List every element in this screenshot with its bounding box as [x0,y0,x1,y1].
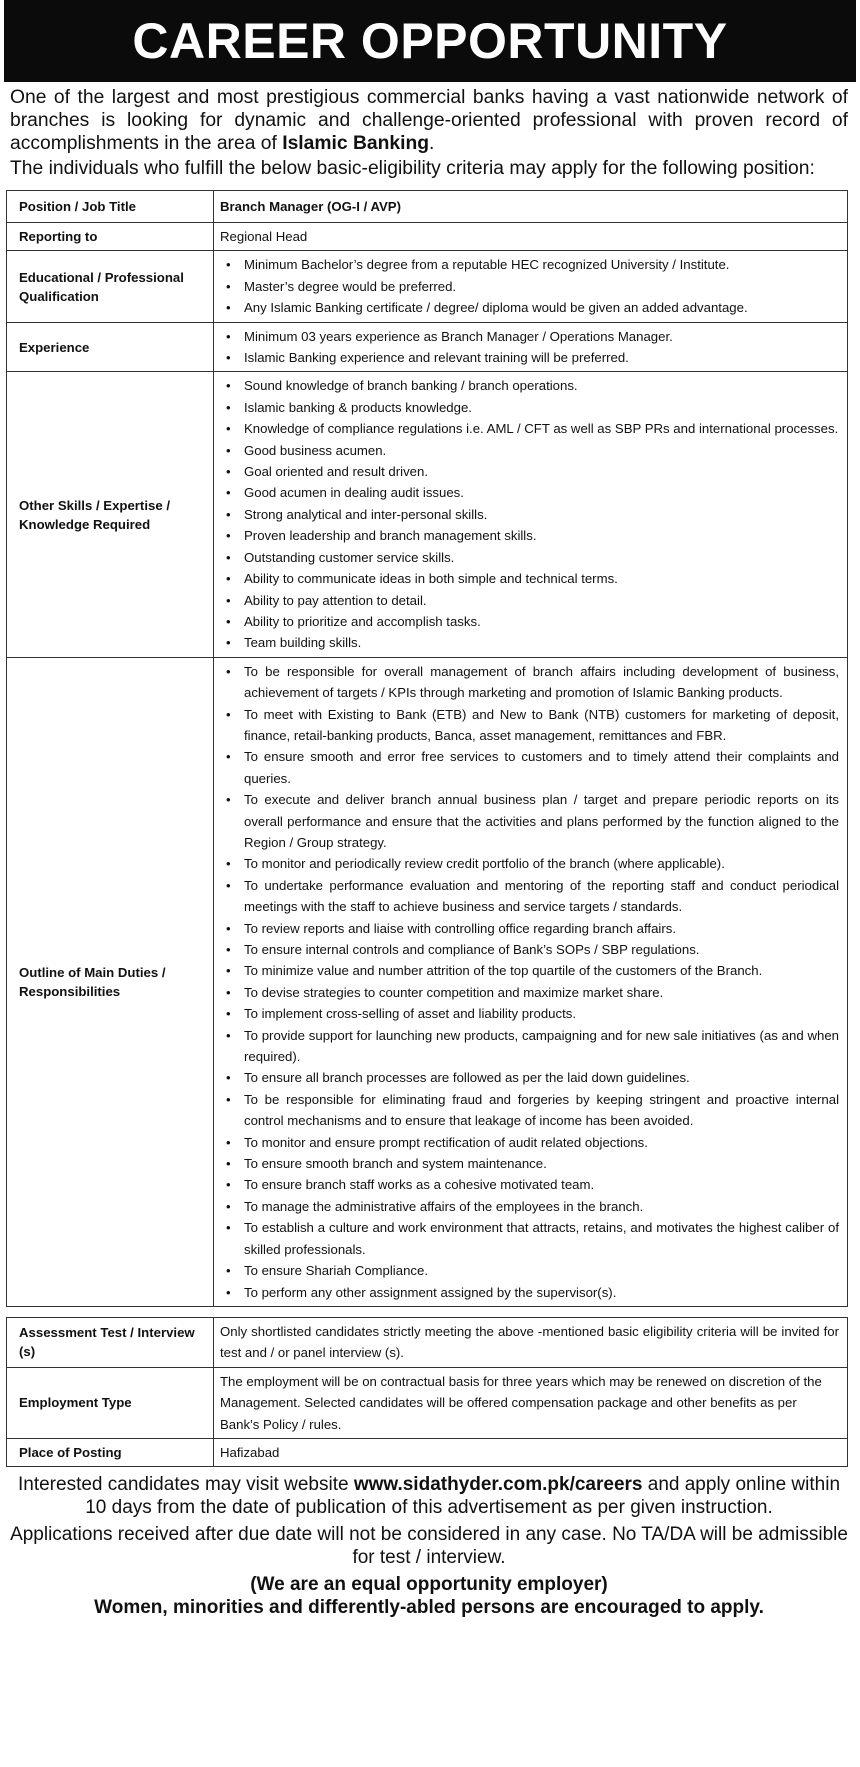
list-item: • To be responsible for eliminating fraud and forgeries by keeping stringent and proactive internal control mechanisms and to ensure that leakage of income has been avoided. [220,1089,839,1132]
intro-paragraph [10,86,848,155]
duties-list [220,661,839,1303]
posting-label: Place of Posting [7,1439,214,1467]
employment-value: The employment will be on contractual basis for three years which may be renewed on discretion of the Management. Selected candidates will be offered compensation package and other benefits as per Bank’s Policy / rules. [214,1367,848,1438]
list-item: • To be responsible for overall management of branch affairs including development of business, achievement of targets / KPIs through marketing and promotion of Islamic Banking products. [220,661,839,704]
job-details-table [6,190,848,1307]
list-item: • Team building skills. [220,632,839,653]
list-item: • To manage the administrative affairs of the employees in the branch. [220,1196,839,1217]
list-item: • Good business acumen. [220,440,839,461]
list-item: • Goal oriented and result driven. [220,461,839,482]
list-item: • Ability to pay attention to detail. [220,590,839,611]
posting-value: Hafizabad [214,1439,848,1467]
list-item: • To monitor and periodically review credit portfolio of the branch (where applicable). [220,853,839,874]
list-item: • To devise strategies to counter competition and maximize market share. [220,982,839,1003]
row-experience [7,322,848,372]
list-item: • Islamic banking & products knowledge. [220,397,839,418]
education-list [220,254,839,318]
list-item: • To minimize value and number attrition of the top quartile of the customers of the Branch. [220,960,839,981]
list-item: • Strong analytical and inter-personal skills. [220,504,839,525]
row-duties [7,657,848,1306]
list-item: • To ensure Shariah Compliance. [220,1260,839,1281]
row-assessment [7,1318,848,1368]
list-item: • Proven leadership and branch management skills. [220,525,839,546]
row-position [7,191,848,223]
list-item: • Islamic Banking experience and relevant training will be preferred. [220,347,839,368]
skills-list [220,375,839,653]
skills-value [214,372,848,657]
list-item: • To monitor and ensure prompt rectification of audit related objections. [220,1132,839,1153]
apply-instructions [10,1473,848,1519]
experience-label: Experience [7,322,214,372]
row-reporting [7,223,848,251]
list-item: • To establish a culture and work environment that attracts, retains, and motivates the highest caliber of skilled professionals. [220,1217,839,1260]
position-label: Position / Job Title [7,191,214,223]
late-notice: Applications received after due date will not be considered in any case. No TA/DA will be admissible for test / interview. [10,1524,848,1568]
assessment-label: Assessment Test / Interview (s) [7,1318,214,1368]
reporting-value: Regional Head [214,223,848,251]
list-item: • To ensure branch staff works as a cohesive motivated team. [220,1174,839,1195]
careers-link[interactable]: www.sidathyder.com.pk/careers [353,1474,643,1495]
list-item: • To undertake performance evaluation and mentoring of the reporting staff and conduct periodical meetings with the staff to achieve business and service targets / standards. [220,875,839,918]
list-item: • Ability to prioritize and accomplish tasks. [220,611,839,632]
list-item: • To meet with Existing to Bank (ETB) and New to Bank (NTB) customers for marketing of deposit, finance, retail-banking products, Banca, asset management, remittances and FBR. [220,704,839,747]
list-item: • To implement cross-selling of asset and liability products. [220,1003,839,1024]
apply-post-text: and apply online within 10 days from the date of publication of this advertisement as per given instruction. [85,1474,841,1518]
list-item: • Ability to communicate ideas in both simple and technical terms. [220,568,839,589]
assessment-value: Only shortlisted candidates strictly meeting the above -mentioned basic eligibility criteria will be invited for test and / or panel interview (s). [214,1318,848,1368]
intro-criteria: The individuals who fulfill the below basic-eligibility criteria may apply for the following position: [10,158,815,179]
employment-label: Employment Type [7,1367,214,1438]
list-item: • Any Islamic Banking certificate / degree/ diploma would be given an added advantage. [220,297,839,318]
intro-lead-text: One of the largest and most prestigious commercial banks having a vast nationwide network of branches is looking for dynamic and challenge-oriented professional with proven record of accomplishments in the area of [10,87,848,154]
education-label: Educational / Professional Qualification [7,251,214,322]
list-item: • Outstanding customer service skills. [220,547,839,568]
encourage-statement: Women, minorities and differently-abled persons are encouraged to apply. [94,1597,764,1618]
list-item: • To ensure internal controls and compliance of Bank’s SOPs / SBP regulations. [220,939,839,960]
terms-table [6,1317,848,1467]
experience-list [220,326,839,369]
education-value [214,251,848,322]
list-item: • Minimum Bachelor’s degree from a reputable HEC recognized University / Institute. [220,254,839,275]
row-posting [7,1439,848,1467]
reporting-label: Reporting to [7,223,214,251]
apply-pre-text: Interested candidates may visit website [17,1474,349,1495]
row-skills [7,372,848,657]
row-education [7,251,848,322]
position-value: Branch Manager (OG-I / AVP) [214,191,848,223]
intro-section [10,86,848,180]
list-item: • To ensure smooth and error free services to customers and to timely attend their complaints and queries. [220,746,839,789]
list-item: • To provide support for launching new products, campaigning and for new sale initiatives (as and when required). [220,1025,839,1068]
list-item: • To execute and deliver branch annual business plan / target and prepare periodic reports on its overall performance and ensure that the activities and plans performed by the function aligned to the Region / Group strategy. [220,789,839,853]
intro-lead-bold: Islamic Banking [282,133,430,154]
duties-label: Outline of Main Duties / Responsibilities [7,657,214,1306]
skills-label: Other Skills / Expertise / Knowledge Required [7,372,214,657]
list-item: • Good acumen in dealing audit issues. [220,482,839,503]
list-item: • To ensure smooth branch and system maintenance. [220,1153,839,1174]
duties-value [214,657,848,1306]
pid-code [0,1640,14,1760]
list-item: • To perform any other assignment assigned by the supervisor(s). [220,1282,839,1303]
list-item: • Sound knowledge of branch banking / branch operations. [220,375,839,396]
list-item: • Master’s degree would be preferred. [220,276,839,297]
list-item: • To review reports and liaise with controlling office regarding branch affairs. [220,918,839,939]
page-title: CAREER OPPORTUNITY [4,0,856,82]
intro-lead-end: . [429,133,435,154]
row-employment [7,1367,848,1438]
list-item: • Knowledge of compliance regulations i.e. AML / CFT as well as SBP PRs and international processes. [220,418,839,439]
equal-opportunity: (We are an equal opportunity employer) [250,1574,608,1595]
list-item: • To ensure all branch processes are followed as per the laid down guidelines. [220,1067,839,1088]
experience-value [214,322,848,372]
list-item: • Minimum 03 years experience as Branch Manager / Operations Manager. [220,326,839,347]
